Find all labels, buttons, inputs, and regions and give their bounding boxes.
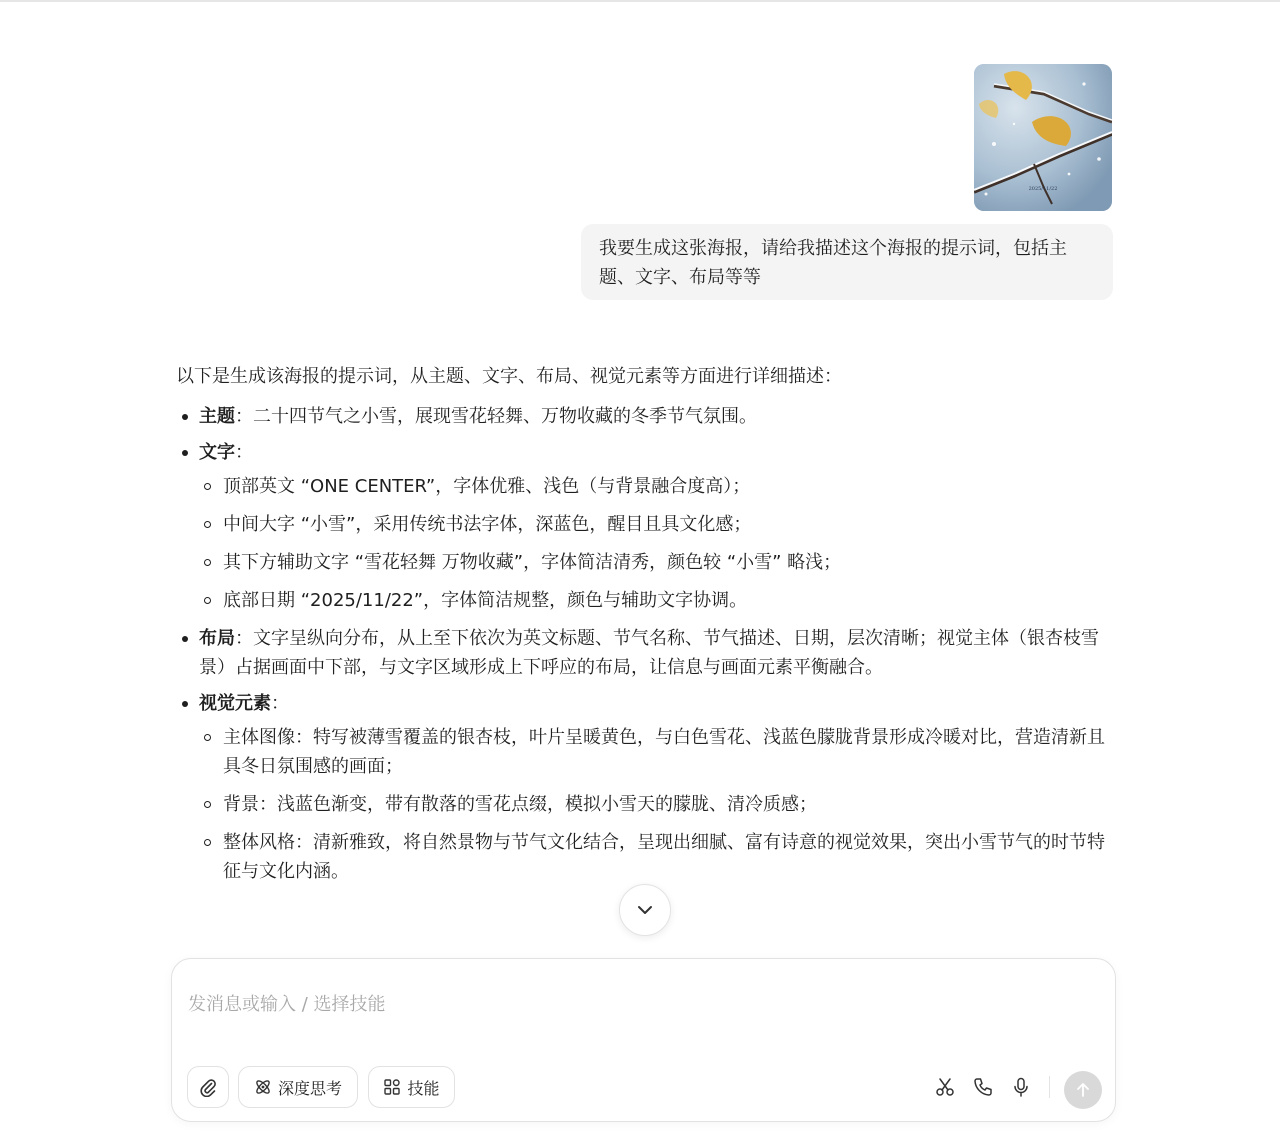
text-label: 文字 [199,442,235,463]
attach-button[interactable] [187,1066,229,1108]
phone-icon [972,1076,994,1098]
visual-subitem: 主体图像：特写被薄雪覆盖的银杏枝，叶片呈暖黄色，与白色雪花、浅蓝色朦胧背景形成冷暖对比，营造清新且具冬日氛围感的画面； [199,723,1116,781]
message-composer [171,958,1116,1122]
grid-icon [383,1078,401,1096]
theme-label: 主题 [199,406,235,427]
skills-button[interactable] [368,1066,455,1108]
deep-think-button[interactable] [238,1066,358,1108]
voice-call-button[interactable] [970,1074,996,1100]
visual-subitem: 背景：浅蓝色渐变，带有散落的雪花点缀，模拟小雪天的朦胧、清冷质感； [199,790,1116,819]
visual-subitem: 整体风格：清新雅致，将自然景物与节气文化结合，呈现出细腻、富有诗意的视觉效果，突出小雪节气的时节特征与文化内涵。 [199,828,1116,886]
answer-list [176,402,1116,886]
theme-text: ：二十四节气之小雪，展现雪花轻舞、万物收藏的冬季节气氛围。 [235,406,757,427]
layout-text: ：文字呈纵向分布，从上至下依次为英文标题、节气名称、节气描述、日期，层次清晰；视觉主体（银杏枝雪景）占据画面中下部，与文字区域形成上下呼应的布局，让信息与画面元素平衡融合。 [199,628,1099,678]
text-subitem: 顶部英文 “ONE CENTER”，字体优雅、浅色（与背景融合度高）； [199,472,1116,501]
answer-item-layout [176,624,1116,682]
arrow-up-icon [1074,1081,1092,1099]
visual-sublist [199,723,1116,886]
text-subitem: 底部日期 “2025/11/22”，字体简洁规整，颜色与辅助文字协调。 [199,586,1116,615]
text-colon: ： [235,442,253,463]
atom-icon [254,1078,272,1096]
deep-think-label: 深度思考 [277,1078,342,1098]
send-button[interactable] [1064,1071,1102,1109]
voice-input-button[interactable] [1008,1074,1034,1100]
visual-colon: ： [271,693,289,714]
scissors-icon [934,1076,956,1098]
answer-intro: 以下是生成该海报的提示词，从主题、文字、布局、视觉元素等方面进行详细描述： [176,366,842,387]
answer-item-text [176,438,1116,615]
text-subitem: 其下方辅助文字 “雪花轻舞 万物收藏”，字体简洁清秀，颜色较 “小雪” 略浅； [199,548,1116,577]
paperclip-icon [198,1077,218,1097]
answer-item-theme [176,402,1116,431]
poster-date: 2025/11/22 [1028,186,1058,192]
assistant-answer [176,362,1116,895]
screenshot-button[interactable] [932,1074,958,1100]
scroll-to-bottom-button[interactable] [619,884,671,936]
message-input[interactable] [186,973,1090,1035]
chevron-down-icon [634,899,656,921]
skills-label: 技能 [407,1078,440,1098]
visual-label: 视觉元素 [199,693,271,714]
answer-item-visual [176,689,1116,886]
user-uploaded-image[interactable] [974,64,1112,211]
text-subitem: 中间大字 “小雪”，采用传统书法字体，深蓝色，醒目且具文化感； [199,510,1116,539]
microphone-icon [1010,1076,1032,1098]
layout-label: 布局 [199,628,235,649]
toolbar-divider [1049,1076,1050,1098]
ginkgo-snow-thumbnail [974,64,1112,211]
user-message-bubble: 我要生成这张海报，请给我描述这个海报的提示词，包括主题、文字、布局等等 [581,224,1113,300]
text-sublist [199,472,1116,615]
